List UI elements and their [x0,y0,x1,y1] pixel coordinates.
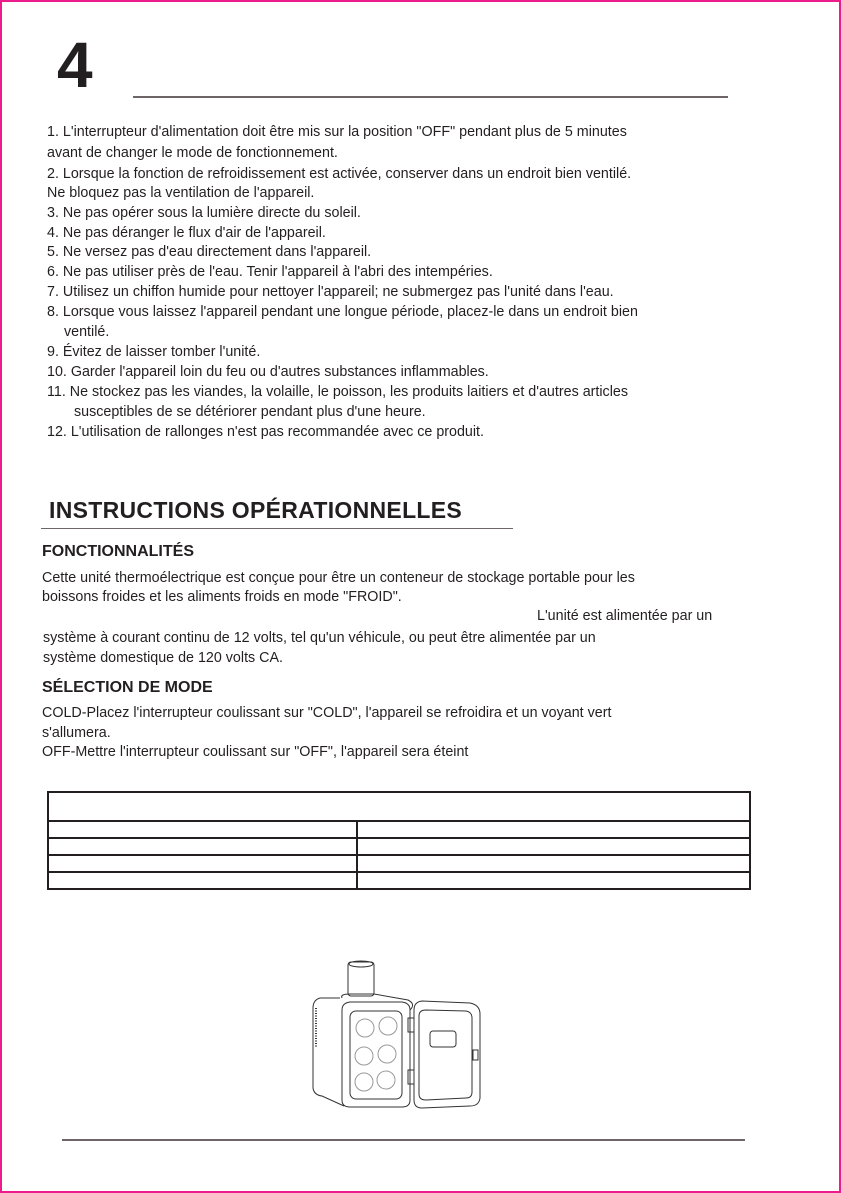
list-line: 11. Ne stockez pas les viandes, la volaille, le poisson, les produits laitiers et d'autres articles [47,384,628,400]
table-row [48,821,750,838]
list-line: ventilé. [64,324,110,340]
features-line: Cette unité thermoélectrique est conçue pour être un conteneur de stockage portable pour les [42,570,635,586]
list-line: 5. Ne versez pas d'eau directement dans l'appareil. [47,244,372,260]
list-line: 3. Ne pas opérer sous la lumière directe du soleil. [47,205,361,221]
mode-line: s'allumera. [42,725,111,741]
list-line: avant de changer le mode de fonctionnement. [47,145,338,161]
features-heading: FONCTIONNALITÉS [42,543,194,560]
list-line: 2. Lorsque la fonction de refroidissement est activée, conserver dans un endroit bien ventilé. [47,166,632,182]
table-row [48,872,750,889]
list-line: 4. Ne pas déranger le flux d'air de l'appareil. [47,225,326,241]
page-number: 4 [57,29,93,101]
table-row [48,855,750,872]
list-line: susceptibles de se détériorer pendant plus d'une heure. [74,404,426,420]
features-line: système à courant continu de 12 volts, tel qu'un véhicule, ou peut être alimentée par un [43,630,596,646]
list-line: 6. Ne pas utiliser près de l'eau. Tenir l'appareil à l'abri des intempéries. [47,264,493,280]
section-title: INSTRUCTIONS OPÉRATIONNELLES [49,497,463,523]
spec-table [47,791,751,890]
list-line: 10. Garder l'appareil loin du feu ou d'autres substances inflammables. [47,364,489,380]
table-header [48,792,750,821]
list-line: 12. L'utilisation de rallonges n'est pas recommandée avec ce produit. [47,424,485,440]
mini-fridge-illustration [280,950,540,1120]
mode-heading: SÉLECTION DE MODE [42,679,213,696]
features-line: système domestique de 120 volts CA. [43,650,283,666]
features-line: boissons froides et les aliments froids en mode "FROID". [42,589,402,605]
features-line: L'unité est alimentée par un [537,608,713,624]
footer-rule [62,1139,745,1141]
list-line: Ne bloquez pas la ventilation de l'appareil. [47,185,315,201]
table-row [48,838,750,855]
list-line: 1. L'interrupteur d'alimentation doit être mis sur la position "OFF" pendant plus de 5 minutes [47,124,627,140]
list-line: 8. Lorsque vous laissez l'appareil pendant une longue période, placez-le dans un endroit bien [47,304,638,320]
header-rule [133,96,728,98]
section-rule [41,528,513,529]
mode-line: COLD-Placez l'interrupteur coulissant sur "COLD", l'appareil se refroidira et un voyant vert [42,705,612,721]
list-line: 9. Évitez de laisser tomber l'unité. [47,344,261,360]
list-line: 7. Utilisez un chiffon humide pour nettoyer l'appareil; ne submergez pas l'unité dans l'eau. [47,284,614,300]
mode-line: OFF-Mettre l'interrupteur coulissant sur "OFF", l'appareil sera éteint [42,744,469,760]
